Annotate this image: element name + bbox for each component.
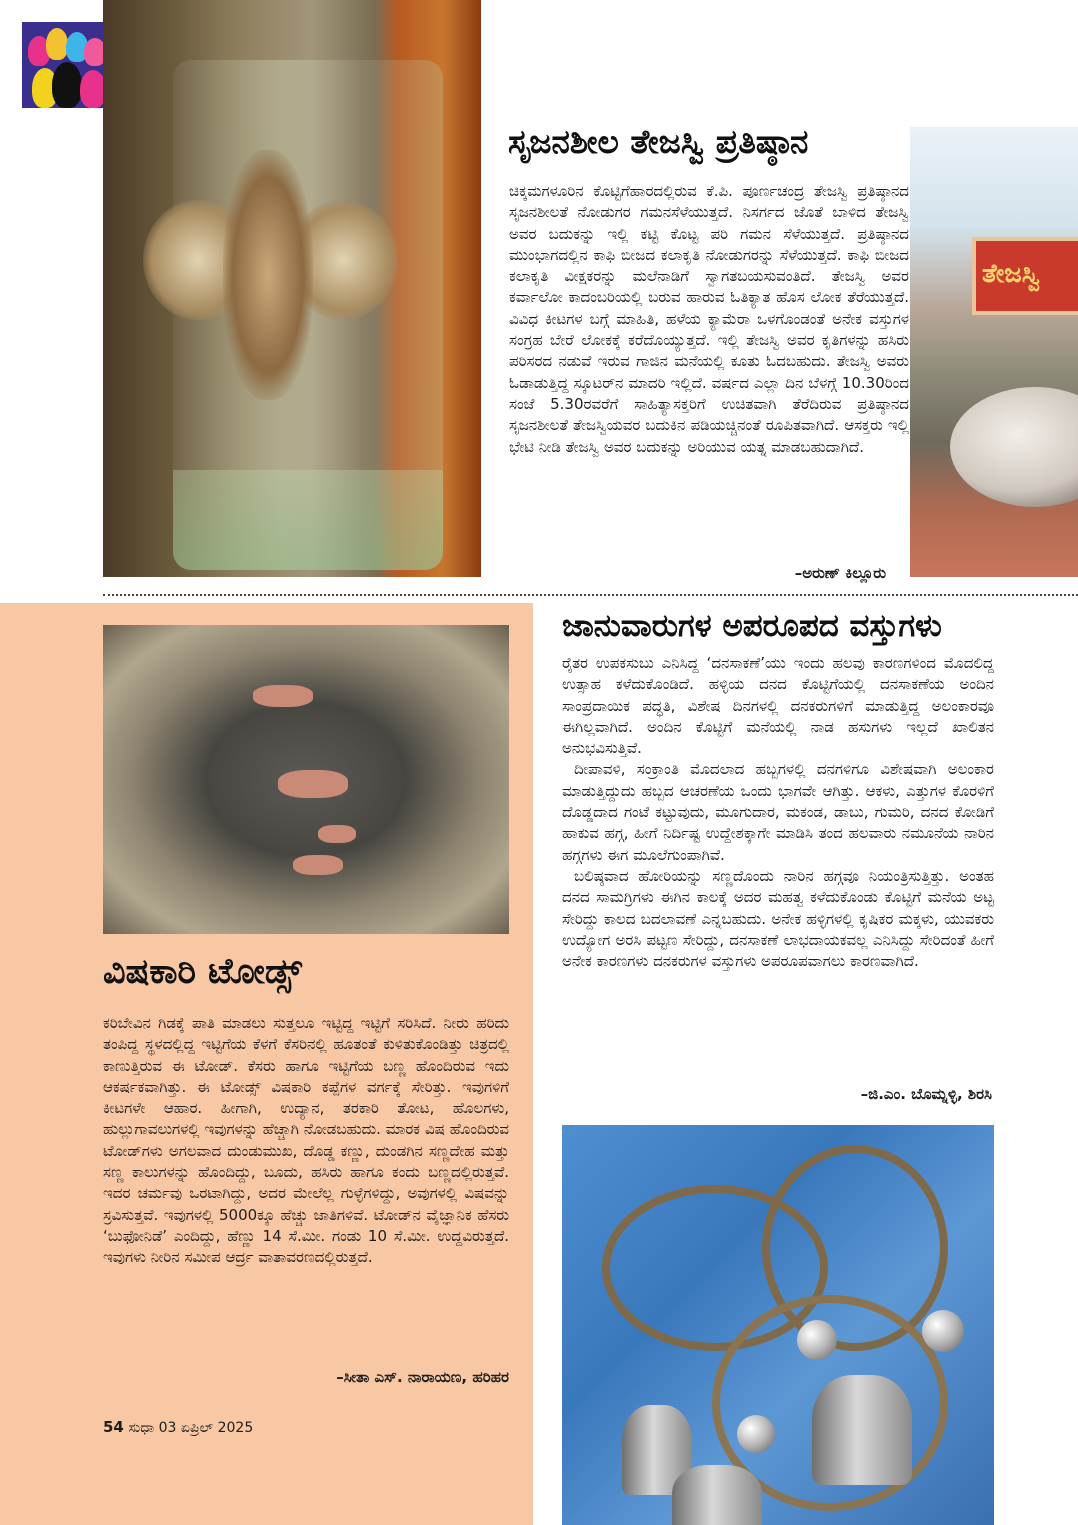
article-headline-toads: ವಿಷಕಾರಿ ಟೋಡ್ಸ್ xyxy=(103,952,302,992)
section-divider xyxy=(103,594,1078,596)
paragraph: ದೀಪಾವಳಿ, ಸಂಕ್ರಾಂತಿ ಮೊದಲಾದ ಹಬ್ಬಗಳಲ್ಲಿ ದನಗಳಿಗೂ ವಿಶೇಷವಾಗಿ ಅಲಂಕಾರ ಮಾಡುತ್ತಿದ್ದುದು ಹಬ್ಬದ ಆಚರಣೆಯ ಒಂದು ಭಾಗವೇ ಆಗಿತ್ತು. ಆಕಳು, ಎತ್ತುಗಳ ಕೊರಳಿಗೆ ದೊಡ್ಡದಾದ ಗಂಟೆ ಕಟ್ಟುವುದು, ಮೂಗುದಾರ, ಮಕಂಡ, ಡಾಬು, ಗುಮರಿ, ದನದ ಕೋಡಿಗೆ ಹಾಕುವ ಹಗ್ಗ, ಹೀಗೆ ನಿರ್ದಿಷ್ಟ ಉದ್ದೇಶಕ್ಕಾಗೇ ಮಾಡಿಸಿ ತಂದ ಹಲವಾರು ನಮೂನೆಯ ನಾರಿನ ಹಗ್ಗಗಳು ಈಗ ಮೂಲೆಗುಂಪಾಗಿವೆ. xyxy=(562,760,994,864)
lizard-jar-photo xyxy=(103,0,481,577)
paragraph: ಬಲಿಷ್ಠವಾದ ಹೋರಿಯನ್ನು ಸಣ್ಣದೊಂದು ನಾರಿನ ಹಗ್ಗವೂ ನಿಯಂತ್ರಿಸುತ್ತಿತ್ತು. ಅಂತಹ ದನದ ಸಾಮಗ್ರಿಗಳು ಈಗಿನ ಕಾಲಕ್ಕೆ ಅದರ ಮಹತ್ವ ಕಳೆದುಕೊಂಡು ಕೊಟ್ಟಿಗೆ ಮನೆಯ ಅಟ್ಟ ಸೇರಿದ್ದು ಕಾಲದ ಬದಲಾವಣೆ ಎನ್ನಬಹುದು. ಅನೇಕ ಹಳ್ಳಿಗಳಲ್ಲಿ ಕೃಷಿಕರ ಮಕ್ಕಳು, ಯುವಕರು ಉದ್ಯೋಗ ಅರಸಿ ಪಟ್ಟಣ ಸೇರಿದ್ದು, ದನಸಾಕಣೆ ಲಾಭದಾಯಕವಲ್ಲ ಎನಿಸಿದ್ದು ಸೇರಿದಂತೆ ಹೀಗೆ ಅನೇಕ ಕಾರಣಗಳು ದನಕರುಗಳ ವಸ್ತುಗಳು ಅಪರೂಪವಾಗಲು ಕಾರಣವಾಗಿದೆ. xyxy=(562,866,994,971)
gate-sign: ತೇಜಸ್ವಿ xyxy=(972,237,1078,315)
article-body-foundation: ಚಿಕ್ಕಮಗಳೂರಿನ ಕೊಟ್ಟಿಗೆಹಾರದಲ್ಲಿರುವ ಕೆ.ಪಿ. ಪೂರ್ಣಚಂದ್ರ ತೇಜಸ್ವಿ ಪ್ರತಿಷ್ಠಾನದ ಸೃಜನಶೀಲತೆ ನೋಡುಗರ ಗಮನಸೆಳೆಯುತ್ತದೆ. ನಿಸರ್ಗದ ಜೊತೆ ಬಾಳಿದ ತೇಜಸ್ವಿ ಅವರ ಬದುಕನ್ನು ಇಲ್ಲಿ ಕಟ್ಟಿ ಕೊಟ್ಟ ಪರಿ ಗಮನ ಸೆಳೆಯುತ್ತದೆ. ಪ್ರತಿಷ್ಠಾನದ ಮುಂಭಾಗದಲ್ಲಿನ ಕಾಫಿ ಬೀಜದ ಕಲಾಕೃತಿ ನೋಡುಗರನ್ನು ಸೆಳೆಯುತ್ತದೆ. ಕಾಫಿ ಬೀಜದ ಕಲಾಕೃತಿ ವೀಕ್ಷಕರನ್ನು ಮಲೆನಾಡಿಗೆ ಸ್ವಾಗತಬಯಸುವಂತಿದೆ. ತೇಜಸ್ವಿ ಅವರ ಕರ್ವಾಲೋ ಕಾದಂಬರಿಯಲ್ಲಿ ಬರುವ ಹಾರುವ ಓತಿಕ್ಯಾತ ಹೊಸ ಲೋಕ ತೆರೆಯುತ್ತದೆ. ವಿವಿಧ ಕೀಟಗಳ ಬಗ್ಗೆ ಮಾಹಿತಿ, ಹಳೆಯ ಕ್ಯಾಮೆರಾ ಒಳಗೊಂಡಂತೆ ಅನೇಕ ವಸ್ತುಗಳ ಸಂಗ್ರಹ ಬೇರೆ ಲೋಕಕ್ಕೆ ಕರೆದೊಯ್ಯುತ್ತದೆ. ಇಲ್ಲಿ ತೇಜಸ್ವಿ ಅವರ ಕೃತಿಗಳನ್ನು ಹಸಿರು ಪರಿಸರದ ನಡುವೆ ಇರುವ ಗಾಜಿನ ಮನೆಯಲ್ಲಿ ಕೂತು ಓದಬಹುದು. ತೇಜಸ್ವಿ ಅವರು ಓಡಾಡುತ್ತಿದ್ದ ಸ್ಕೂಟರ್‌ನ ಮಾದರಿ ಇಲ್ಲಿದೆ. ವರ್ಷದ ಎಲ್ಲಾ ದಿನ ಬೆಳಗ್ಗೆ 10.30ರಿಂದ ಸಂಜೆ 5.30ರವರೆಗೆ ಸಾಹಿತ್ಯಾಸಕ್ತರಿಗೆ ಉಚಿತವಾಗಿ ತೆರೆದಿರುವ ಪ್ರತಿಷ್ಠಾನದ ಸೃಜನಶೀಲತೆ ತೇಜಸ್ವಿಯವರ ಬದುಕಿನ ಪಡಿಯಚ್ಚಿನಂತೆ ರೂಪಿತವಾಗಿದೆ. ಆಸಕ್ತರು ಇಲ್ಲಿ ಭೇಟಿ ನೀಡಿ ತೇಜಸ್ವಿ ಅವರ ಬದುಕನ್ನು ಅರಿಯುವ ಯತ್ನ ಮಾಡಬಹುದಾಗಿದೆ. xyxy=(509,182,909,456)
article-body-cattle xyxy=(562,653,994,972)
cattle-bells-photo xyxy=(562,1125,994,1525)
toad-photo xyxy=(103,625,509,934)
page-number: 54 xyxy=(103,1418,124,1436)
article-headline-cattle: ಜಾನುವಾರುಗಳ ಅಪರೂಪದ ವಸ್ತುಗಳು xyxy=(562,608,942,644)
article-byline-cattle: –ಜಿ.ಎಂ. ಬೊಮ್ನಳ್ಳಿ, ಶಿರಸಿ xyxy=(860,1085,992,1103)
page-footer xyxy=(103,1418,253,1436)
article-byline-foundation: –ಅರುಣ್ ಕಿಲ್ಲೂರು xyxy=(794,564,886,582)
paragraph: ರೈತರ ಉಪಕಸುಬು ಎನಿಸಿದ್ದ ‘ದನಸಾಕಣೆ’ಯು ಇಂದು ಹಲವು ಕಾರಣಗಳಿಂದ ಮೊದಲಿದ್ದ ಉತ್ಸಾಹ ಕಳೆದುಕೊಂಡಿದೆ. ಹಳ್ಳಿಯ ದನದ ಕೊಟ್ಟಿಗೆಯಲ್ಲಿ ದನಸಾಕಣೆಯ ಅಂದಿನ ಸಾಂಪ್ರದಾಯಿಕ ಪದ್ಧತಿ, ವಿಶೇಷ ದಿನಗಳಲ್ಲಿ ದನಕರುಗಳಿಗೆ ಮಾಡುತ್ತಿದ್ದ ಅಲಂಕಾರವೂ ಈಗಿಲ್ಲವಾಗಿದೆ. ಅಂದಿನ ಕೊಟ್ಟಿಗೆ ಮನೆಯಲ್ಲಿ ನಾಡ ಹಸುಗಳು ಇಲ್ಲದೆ ಖಾಲಿತನ ಅನುಭವಿಸುತ್ತಿವೆ. xyxy=(562,654,994,758)
section-logo xyxy=(22,22,110,108)
article-body-toads: ಕರಿಬೇವಿನ ಗಿಡಕ್ಕೆ ಪಾತಿ ಮಾಡಲು ಸುತ್ತಲೂ ಇಟ್ಟಿದ್ದ ಇಟ್ಟಿಗೆ ಸರಿಸಿದೆ. ನೀರು ಹರಿದು ತಂಪಿದ್ದ ಸ್ಥಳದಲ್ಲಿದ್ದ ಇಟ್ಟಿಗೆಯ ಕೆಳಗೆ ಕೆಸರಿನಲ್ಲಿ ಹೂತಂತೆ ಕುಳಿತುಕೊಂಡಿತ್ತು ಚಿತ್ರದಲ್ಲಿ ಕಾಣುತ್ತಿರುವ ಈ ಟೋಡ್. ಕೆಸರು ಹಾಗೂ ಇಟ್ಟಿಗೆಯ ಬಣ್ಣ ಹೊಂದಿರುವ ಇದು ಆಕರ್ಷಕವಾಗಿತ್ತು. ಈ ಟೋಡ್ಸ್ ವಿಷಕಾರಿ ಕಪ್ಪೆಗಳ ವರ್ಗಕ್ಕೆ ಸೇರಿತ್ತು. ಇವುಗಳಿಗೆ ಕೀಟಗಳೇ ಆಹಾರ. ಹೀಗಾಗಿ, ಉದ್ಯಾನ, ತರಕಾರಿ ತೋಟ, ಹೊಲಗಳು, ಹುಲ್ಲುಗಾವಲುಗಳಲ್ಲಿ ಇವುಗಳನ್ನು ಹೆಚ್ಚಾಗಿ ನೋಡಬಹುದು. ಮಾರಕ ವಿಷ ಹೊಂದಿರುವ ಟೋಡ್‌ಗಳು ಅಗಲವಾದ ದುಂಡುಮುಖ, ದೊಡ್ಡ ಕಣ್ಣು, ದುಂಡಗಿನ ಸಣ್ಣದೇಹ ಮತ್ತು ಸಣ್ಣ ಕಾಲುಗಳನ್ನು ಹೊಂದಿದ್ದು, ಬೂದು, ಹಸಿರು ಹಾಗೂ ಕಂದು ಬಣ್ಣದಲ್ಲಿರುತ್ತವೆ. ಇದರ ಚರ್ಮವು ಒರಟಾಗಿದ್ದು, ಅದರ ಮೇಲೆಲ್ಲ ಗುಳ್ಳೆಗಳಿದ್ದು, ಅವುಗಳಲ್ಲಿ ವಿಷವನ್ನು ಸ್ರವಿಸುತ್ತವೆ. ಇವುಗಳಲ್ಲಿ 5000ಕ್ಕೂ ಹೆಚ್ಚು ಜಾತಿಗಳಿವೆ. ಟೋಡ್‌ನ ವೈಜ್ಞಾನಿಕ ಹೆಸರು ‘ಬುಫೋನಿಡೆ’ ಎಂದಿದ್ದು, ಹೆಣ್ಣು 14 ಸೆ.ಮೀ. ಗಂಡು 10 ಸೆ.ಮೀ. ಉದ್ದವಿರುತ್ತದೆ. ಇವುಗಳು ನೀರಿನ ಸಮೀಪ ಆರ್ದ್ರ ವಾತಾವರಣದಲ್ಲಿರುತ್ತದೆ. xyxy=(103,1014,509,1267)
foundation-gate-photo xyxy=(910,127,1078,577)
article-headline-foundation: ಸೃಜನಶೀಲ ತೇಜಸ್ವಿ ಪ್ರತಿಷ್ಠಾನ xyxy=(508,122,809,161)
article-byline-toads: –ಸೀತಾ ಎಸ್. ನಾರಾಯಣ, ಹರಿಹರ xyxy=(336,1368,509,1386)
publication-date: ಸುಧಾ 03 ಏಪ್ರಿಲ್ 2025 xyxy=(128,1420,254,1436)
